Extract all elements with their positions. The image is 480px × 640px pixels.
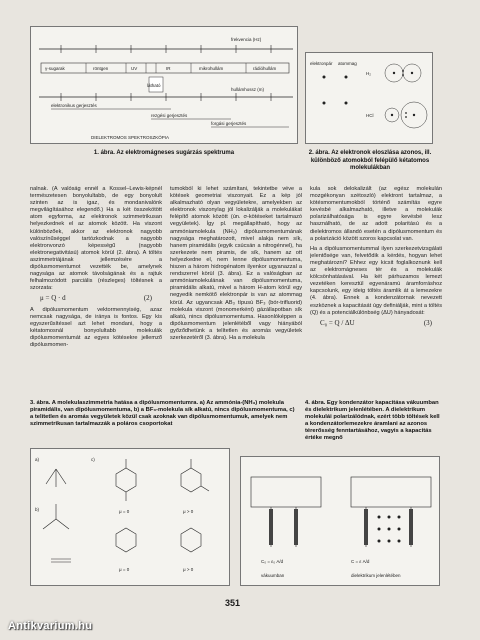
- figure-3-molecules: [30, 448, 230, 586]
- col2-paragraph-1: tumokból ki lehet számítani, tekintetbe véve a kötések geometriai viszonyait. Ez a kép jól alkalmazható olyan vegyületekre, amelyekben az elektronok viszonylag jól lokalizálják a molekulákat felépítő atomok között (ún. σ-kötéseket tartalmazó vegyületek). Így pl. megállapítható, hogy az ammóniamolekula (NH₃) dipólusmomentumának nagysága meghatározott, mivel alakja nem sík, hanem piramidális (egyik csúcsán a nitrogénnel), ha szerkezete nem piramis, de sík, hanem az ott helyezkedne el, nem lenne dipólusmomentuma, hiszen a három hidrogénatom ilyenkor ugyanazzal a rendszerrel körül (3. ábra). Ez a valóságban az ammóniamolekulának van dipólusmomentuma, piramidális alkatú, mivel a három H-atom körül egy negyedik nemkötő elektronpár is van az atommag körül. Az ugyancsak AB₃ típusú BF₃ (bór-trifluorid) molekula viszont (monomerként) gázállapotban sík alkatú, nincs dipólusmomentuma. Hasonlóképpen a dipólusmomentum jelenlétéből vagy hiányából győződhetünk a telítetlen és aromás vegyületek szerkezetéről (3. ábra). Ha a molekula: [170, 186, 302, 341]
- equation-2: [30, 295, 162, 302]
- gamma-label: γ-sugarak: [45, 66, 65, 71]
- dielectric-label: dielektrikum jelenlétében: [351, 573, 401, 578]
- freq-axis-label: frekvencia (Hz): [231, 37, 262, 42]
- col3-paragraph-1: kula sok delokalizált (az egész molekulán mozgékonyan szétoszló) elektront tartalmaz, a kötésmomentumokból történő számítás egyre kevésbé alkalmazható, illetve a molekulák polarizálhatósága is egyre kevésbé lesz használható, de az adott polaritású és a dielektromos állandó esetén a dipólusmomentum és a polarizáció között szoros kapcsolat van.: [310, 186, 442, 242]
- h2-label: H₂: [366, 71, 371, 76]
- hcl-label: HCl: [366, 113, 374, 118]
- figure-2-caption: 2. ábra. Az elektronok eloszlása azonos, ill. különböző atomokból felépülő kétatomos molekulákban: [308, 150, 432, 171]
- figure-2-electrons: [305, 52, 433, 144]
- equation-2-body: μ = Q · d: [40, 294, 66, 303]
- equation-3-number: (3): [423, 318, 432, 327]
- nucleus-label: atommag: [338, 61, 357, 66]
- col1-paragraph-1: nalnak. (A valóság ennél a Kossel–Lewis-képnél természetesen bonyolultabb, de egy bonyolult szinten az is igaz, és mondanivalónk megvilágításához elegendő.) Ha a két összekötött atom egyforma, az elektronok szimmetrikusan helyezkednek el az atomok között. Ha viszont különbözőek, akkor az elektronok nagyobb valószínűséggel tartózkodnak a nagyobb elektronvonzó képességű (nagyobb elektronegativitású) atomok körül (2. ábra). A töltés aszimmetriájának jellemzésére a dipólusmomentumot vezették be, amelynek nagysága az atomok távolságának és a rajtuk felhalmozódott parciális (részleges) töltésnek a szorzata:: [30, 186, 162, 292]
- panel-c-label: c): [91, 457, 95, 462]
- figure-3-caption: 3. ábra. A molekulaszimmetria hatása a dipólusmomentumra. a) Az ammónia-(NH₃) molekula piramidális, van dipólusmomentuma, b) a BF₃-molekula sík alkatú, nincs dipólusmomentuma, c) a telítetlen és aromás vegyületek közül csak azoknak van dipólusmomentumuk, amelyek nem szimmetrikusan tartalmazzák a poláros csoportokat: [30, 400, 295, 427]
- spectrum-diagram: [31, 27, 299, 145]
- visible-label: látható: [147, 83, 161, 88]
- col1-paragraph-2: A dipólusmomentum vektormennyiség, azaz nemcsak nagysága, de iránya is fontos. Egy kis egyszerűsítéssel azt lehet mondani, hogy a kétatomosnál bonyolultabb molekulák dipólusmomentumát az egyes kötésekre jellemző dipólusmomen-: [30, 306, 162, 348]
- vibrational-label: rezgési gerjesztés: [151, 113, 188, 118]
- text-column-1: [30, 186, 162, 382]
- xray-label: röntgen: [93, 66, 109, 71]
- figure-4-capacitor: [240, 456, 440, 586]
- molecule-symmetry-diagram: [31, 449, 231, 587]
- electronic-excitation-label: elektronikus gerjesztés: [51, 103, 97, 108]
- mu-positive-label-2: μ > 0: [183, 567, 194, 572]
- capacitor-diagram: [241, 457, 441, 587]
- uv-label: UV: [131, 66, 138, 71]
- equation-2-number: (2): [143, 294, 152, 303]
- rotational-label: forgási gerjesztés: [211, 121, 247, 126]
- col3-paragraph-2: Ha a dipólusmomentummal ilyen szerkezetvizsgálati jelentősége van, felvetődik a kérdés, hogyan lehet meghatározni? Ehhez egy kicsit foglalkoznunk kell az elektromágneses tér és a molekulák kölcsönhatásával. Ha két párhuzamos lemezt vezetéken keresztül egyenáramú áramforráshoz kapcsolunk, egy ideig töltés áramlik át a lemezekre (4. ábra). Ennek a kondenzátornak nevezett eszköznek a kapacitását úgy definiálják, mint a töltés (Q) és a potenciálkülönbség (ΔU) hányadosát:: [310, 245, 442, 316]
- electron-distribution-diagram: [306, 53, 434, 145]
- figure-4-caption: 4. ábra. Egy kondenzátor kapacitása vákuumban és dielektrikum jelenlétében. A dielektrikum molekulái polarizálódnak, ezért több töltések kell a kondenzátorlemezekre áramlani az azonos térerősség fenntartásához, vagyis a kapacitás értéke megnő: [305, 400, 440, 441]
- figure-1-caption: 1. ábra. Az elektromágneses sugárzás spektruma: [93, 150, 235, 156]
- mu-zero-label-2: μ = 0: [119, 567, 130, 572]
- text-column-2: [170, 186, 302, 382]
- panel-b-label: b): [35, 507, 40, 512]
- page-number: 351: [225, 598, 241, 608]
- equation-3-body: C₀ = Q / ΔU: [320, 318, 355, 327]
- equation-3: [310, 320, 442, 327]
- microwave-label: mikrohullám: [199, 66, 224, 71]
- dielectric-spectroscopy-label: DIELEKTROMOS SPEKTROSZKÓPIA: [91, 135, 170, 140]
- wavelength-axis-label: hullámhossz (m): [231, 87, 265, 92]
- c-formula-label: C = ε A/d: [351, 559, 370, 564]
- watermark-logo: Antikvarium.hu: [8, 620, 93, 632]
- radio-label: rádióhullám: [253, 66, 277, 71]
- figure-1-spectrum: [30, 26, 298, 144]
- panel-a-label: a): [35, 457, 40, 462]
- c0-formula-label: C₀ = ε₀ A/d: [261, 559, 284, 564]
- vacuum-label: vákuumban: [261, 573, 285, 578]
- electron-pair-label: elektronpár: [310, 61, 333, 66]
- ir-label: IR: [166, 66, 171, 71]
- mu-positive-label-1: μ > 0: [183, 509, 194, 514]
- mu-zero-label-1: μ = 0: [119, 509, 130, 514]
- text-column-3: [310, 186, 442, 382]
